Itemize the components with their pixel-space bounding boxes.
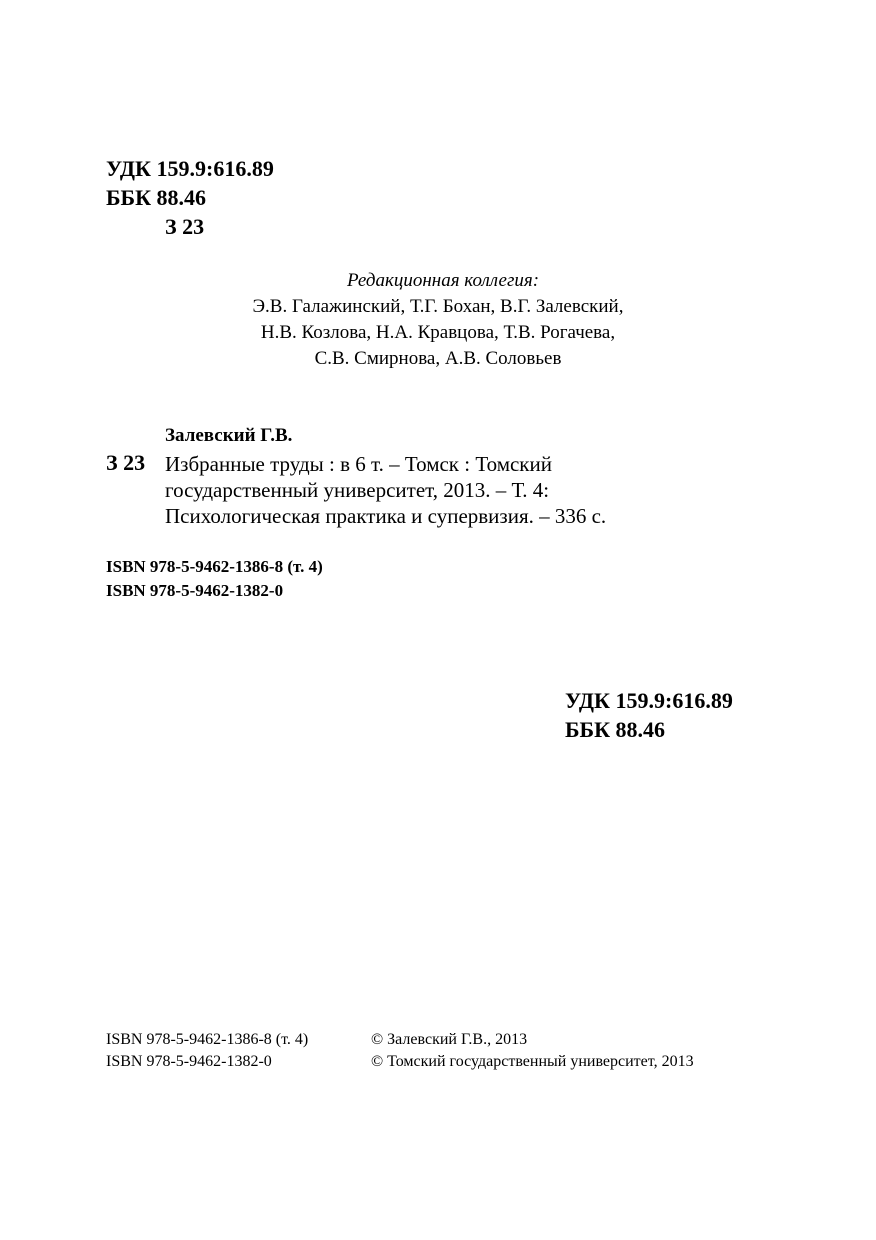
isbn-volume: ISBN 978-5-9462-1386-8 (т. 4) [106, 557, 323, 576]
imprint-isbn-volume: ISBN 978-5-9462-1386-8 (т. 4) [106, 1031, 309, 1048]
author-code-top: З 23 [165, 214, 205, 239]
copyright-author: © Залевский Г.В., 2013 [371, 1031, 528, 1048]
record-description-line: Психологическая практика и супервизия. – 336 с. [165, 504, 607, 528]
record-description [165, 451, 606, 529]
record-description-line: государственный университет, 2013. – Т. 4: [165, 478, 550, 502]
imprint-isbn-series: ISBN 978-5-9462-1382-0 [106, 1053, 272, 1070]
editorial-board-line: Э.В. Галажинский, Т.Г. Бохан, В.Г. Залевский, [252, 296, 624, 317]
copyright-university: © Томский государственный университет, 2013 [371, 1053, 694, 1070]
record-description-line: Избранные труды : в 6 т. – Томск : Томский [165, 452, 552, 476]
editorial-board-line: С.В. Смирнова, А.В. Соловьев [314, 348, 562, 369]
editorial-board-line: Н.В. Козлова, Н.А. Кравцова, Т.В. Рогачева, [260, 322, 616, 343]
udk-code-right: УДК 159.9:616.89 [565, 688, 733, 713]
bbk-code-top: ББК 88.46 [106, 185, 207, 210]
editorial-board-title: Редакционная коллегия: [346, 270, 540, 291]
record-author-code: З 23 [106, 450, 146, 475]
record-author: Залевский Г.В. [165, 425, 293, 446]
udk-code-top: УДК 159.9:616.89 [106, 156, 274, 181]
editorial-board [0, 268, 876, 372]
isbn-series: ISBN 978-5-9462-1382-0 [106, 581, 284, 600]
bbk-code-right: ББК 88.46 [565, 717, 666, 742]
